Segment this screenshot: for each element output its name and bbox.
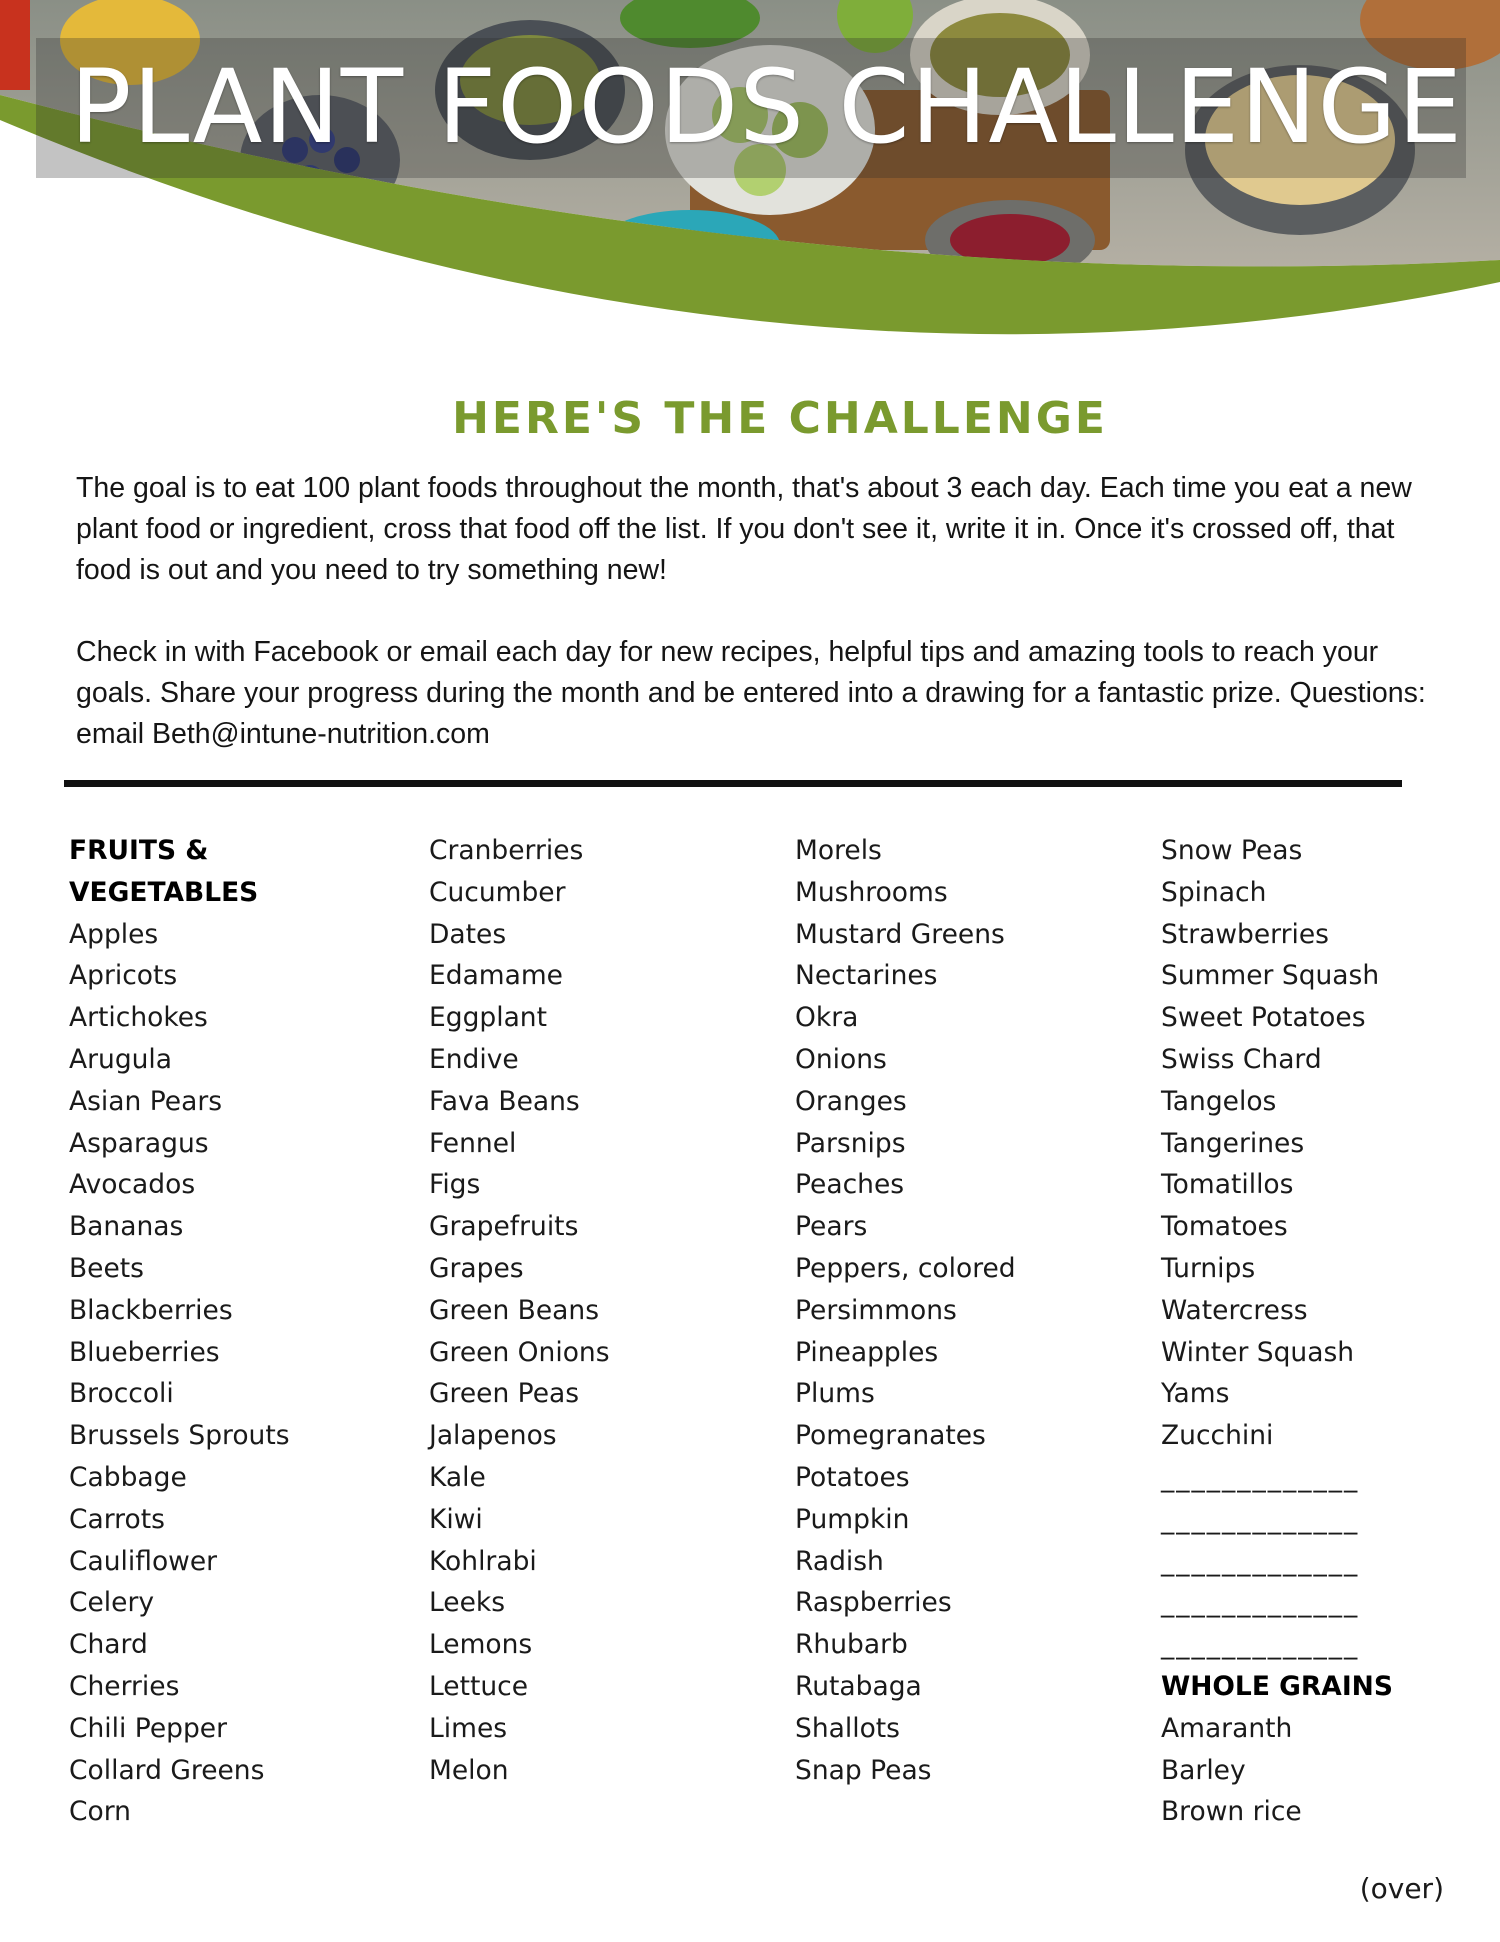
food-item: Mushrooms [795, 876, 948, 908]
food-item: Yams [1161, 1378, 1230, 1410]
food-item: Summer Squash [1161, 960, 1380, 992]
food-item: Tomatoes [1161, 1211, 1288, 1243]
food-item: Sweet Potatoes [1161, 1002, 1366, 1034]
food-item: Collard Greens [69, 1754, 265, 1786]
food-item: Lettuce [429, 1670, 529, 1702]
divider-rule [64, 780, 1402, 787]
food-item: Brown rice [1161, 1796, 1302, 1828]
food-item: Peaches [795, 1169, 905, 1201]
food-list [1161, 830, 1393, 1457]
food-item: Broccoli [69, 1378, 174, 1410]
food-column-4 [1161, 830, 1393, 1833]
category-heading: VEGETABLES [69, 876, 259, 908]
food-item: Parsnips [795, 1127, 906, 1159]
food-item: Artichokes [69, 1002, 208, 1034]
food-item: Potatoes [795, 1461, 910, 1493]
food-item: Beets [69, 1252, 144, 1284]
food-item: Turnips [1161, 1252, 1256, 1284]
food-item: Persimmons [795, 1294, 957, 1326]
food-item: Carrots [69, 1503, 165, 1535]
food-item: Fava Beans [429, 1085, 580, 1117]
food-item: Asparagus [69, 1127, 209, 1159]
food-item: Green Peas [429, 1378, 580, 1410]
food-item: Cherries [69, 1670, 180, 1702]
write-in-list [1161, 1457, 1393, 1666]
food-item: Chili Pepper [69, 1712, 227, 1744]
food-item: Avocados [69, 1169, 196, 1201]
food-item: Amaranth [1161, 1712, 1293, 1744]
food-item: Blackberries [69, 1294, 233, 1326]
food-item: Tangelos [1161, 1085, 1277, 1117]
food-item: Apples [69, 918, 159, 950]
food-item: Brussels Sprouts [69, 1420, 290, 1452]
food-item: Cabbage [69, 1461, 187, 1493]
food-item: Pineapples [795, 1336, 939, 1368]
food-item: Cucumber [429, 876, 566, 908]
food-item: Green Beans [429, 1294, 599, 1326]
food-item: Snow Peas [1161, 835, 1303, 866]
food-column-1 [69, 830, 290, 1833]
food-item: Strawberries [1161, 918, 1329, 950]
food-list [69, 914, 290, 1834]
food-item: Cauliflower [69, 1545, 218, 1577]
food-item: Rhubarb [795, 1629, 908, 1661]
food-item: Edamame [429, 960, 563, 992]
write-in-blank: _____________ [1161, 1503, 1360, 1535]
food-item: Mustard Greens [795, 918, 1005, 950]
over-note: (over) [1359, 1872, 1444, 1905]
section-heading: HERE'S THE CHALLENGE [452, 393, 1108, 444]
food-item: Figs [429, 1169, 481, 1201]
intro-paragraph: Check in with Facebook or email each day for new recipes, helpful tips and amazing tools to reach your goals. Share your progress during the month and be entered into a drawing for a fantastic prize. Questions: email Beth@intune-nutrition.com [76, 636, 1426, 750]
food-item: Tangerines [1161, 1127, 1305, 1159]
food-item: Snap Peas [795, 1754, 932, 1786]
intro-text [76, 468, 1436, 755]
write-in-blank: _____________ [1161, 1587, 1360, 1619]
food-item: Endive [429, 1043, 519, 1075]
food-item: Rutabaga [795, 1670, 922, 1702]
food-item: Melon [429, 1754, 509, 1786]
food-item: Lemons [429, 1629, 533, 1661]
food-item: Fennel [429, 1127, 517, 1159]
food-item: Kohlrabi [429, 1545, 537, 1577]
food-item: Watercress [1161, 1294, 1308, 1326]
food-item: Winter Squash [1161, 1336, 1355, 1368]
food-item: Jalapenos [429, 1420, 557, 1452]
food-item: Corn [69, 1796, 131, 1828]
page-title: PLANT FOODS CHALLENGE [70, 48, 1464, 167]
food-column-3 [795, 830, 1016, 1791]
write-in-blank: _____________ [1161, 1461, 1360, 1493]
food-item: Radish [795, 1545, 884, 1577]
category-heading: FRUITS & [69, 835, 209, 866]
food-item: Pears [795, 1211, 868, 1243]
food-item: Pumpkin [795, 1503, 910, 1535]
food-item: Raspberries [795, 1587, 952, 1619]
food-item: Leeks [429, 1587, 506, 1619]
food-list [429, 830, 610, 1791]
food-item: Zucchini [1161, 1420, 1274, 1452]
food-item: Green Onions [429, 1336, 610, 1368]
food-item: Blueberries [69, 1336, 220, 1368]
food-item: Okra [795, 1002, 859, 1034]
food-item: Kiwi [429, 1503, 483, 1535]
food-item: Oranges [795, 1085, 907, 1117]
food-item: Celery [69, 1587, 155, 1619]
food-item: Plums [795, 1378, 875, 1410]
food-item: Chard [69, 1629, 148, 1661]
food-item: Arugula [69, 1043, 173, 1075]
food-item: Cranberries [429, 835, 584, 866]
food-item: Dates [429, 918, 507, 950]
food-item: Shallots [795, 1712, 900, 1744]
food-item: Kale [429, 1461, 486, 1493]
header-banner [0, 0, 1500, 380]
food-item: Apricots [69, 960, 178, 992]
food-item: Barley [1161, 1754, 1246, 1786]
food-item: Morels [795, 835, 882, 866]
food-list [1161, 1708, 1393, 1833]
food-item: Bananas [69, 1211, 184, 1243]
food-item: Peppers, colored [795, 1252, 1016, 1284]
food-list [795, 830, 1016, 1791]
food-item: Grapefruits [429, 1211, 579, 1243]
food-item: Grapes [429, 1252, 524, 1284]
food-item: Spinach [1161, 876, 1267, 908]
intro-paragraph: The goal is to eat 100 plant foods throughout the month, that's about 3 each day. Each time you eat a new plant food or ingredient, cross that food off the list. If you don't see it, write it in. Once it's crossed off, that food is out and you need to try something new! [76, 472, 1412, 586]
food-item: Pomegranates [795, 1420, 986, 1452]
write-in-blank: _____________ [1161, 1629, 1360, 1661]
food-item: Eggplant [429, 1002, 547, 1034]
category-heading: WHOLE GRAINS [1161, 1670, 1393, 1702]
food-item: Nectarines [795, 960, 938, 992]
food-item: Asian Pears [69, 1085, 223, 1117]
food-item: Limes [429, 1712, 508, 1744]
food-item: Onions [795, 1043, 887, 1075]
food-item: Swiss Chard [1161, 1043, 1322, 1075]
write-in-blank: _____________ [1161, 1545, 1360, 1577]
food-column-2 [429, 830, 610, 1791]
food-item: Tomatillos [1161, 1169, 1294, 1201]
